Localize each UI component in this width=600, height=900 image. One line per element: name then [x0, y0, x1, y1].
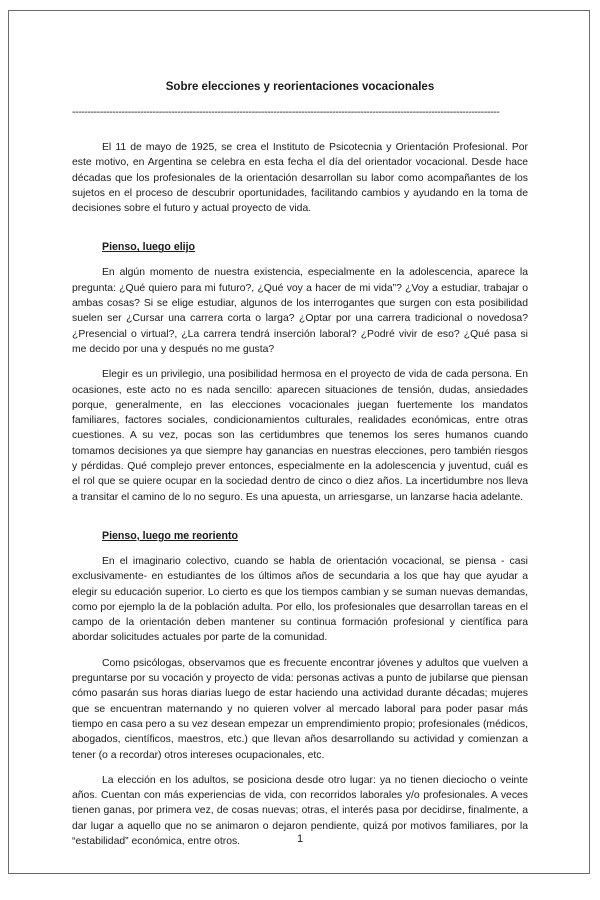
page-number: 1 [296, 833, 304, 845]
section-1-paragraph-1: En algún momento de nuestra existencia, especialmente en la adolescencia, aparece la pregunta: ¿Qué quiero para mi futuro?, ¿Qué voy a hacer de mi vida”? ¿Voy a estudiar, trabajar o ambas cosas? Si se elige estudiar, algunos de los interrogantes que surgen con esta posibilidad suelen ser ¿Cursar una carrera corta o larga? ¿Optar por una carrera tradicional o novedosa? ¿Presencial o virtual?, ¿La carrera tendrá inserción laboral? ¿Podré vivir de eso? ¿Qué pasa si me decido por una y después no me gusta? [72, 267, 528, 355]
section-2-paragraph-3: La elección en los adultos, se posiciona desde otro lugar: ya no tienen dieciocho o veinte años. Cuentan con más experiencias de vida, con recorridos laborales y/o profesionales. A veces tienen ganas, por primera vez, de cosas nuevas; otras, el interés pasa por decidirse, finalmente, a dar lugar a aquello que no se animaron o dejaron pendiente, quizá por motivos familiares, por la “estabilidad” económica, entre otros. [72, 774, 528, 847]
document-title: Sobre elecciones y reorientaciones vocacionales [165, 81, 435, 93]
title-divider: ------------------------------------------------------------------------------------------------------------------------------------------ [72, 106, 500, 118]
section-heading-elijo: Pienso, luego elijo [102, 241, 196, 254]
section-1-paragraph-2: Elegir es un privilegio, una posibilidad hermosa en el proyecto de vida de cada persona. En ocasiones, este acto no es nada sencillo: aparecen situaciones de tensión, dudas, ansiedades porque, generalmente, en las elecciones vocacionales juegan fuertemente los mandatos familiares, factores sociales, condicionamientos culturales, realidades económicas, entre otras cuestiones. A su vez, pocas son las certidumbres que tenemos los seres humanos cuando tomamos decisiones ya que siempre hay ganancias en nuestras elecciones, pero también riesgos y pérdidas. Qué complejo prever entonces, especialmente en la adolescencia y juventud, cuál es el rol que se quiere ocupar en la sociedad dentro de cinco o diez años. La incertidumbre nos lleva a transitar el camino de lo no seguro. Es una apuesta, un arriesgarse, un lanzarse hacia adelante. [72, 369, 528, 503]
section-heading-reoriento: Pienso, luego me reoriento [102, 529, 238, 542]
intro-paragraph: El 11 de mayo de 1925, se crea el Instituto de Psicotecnia y Orientación Profesional. Por este motivo, en Argentina se celebra en esta fecha el día del orientador vocacional. Desde hace décadas que los profesionales de la orientación desarrollan su labor como acompañantes de los sujetos en el proceso de descubrir oportunidades, facilitando cambios y ayudando en la toma de decisiones sobre el futuro y actual proyecto de vida. [72, 142, 528, 215]
section-2-paragraph-1: En el imaginario colectivo, cuando se habla de orientación vocacional, se piensa - casi exclusivamente- en estudiantes de los últimos años de secundaria a los que hay que ayudar a elegir su educación superior. Lo cierto es que los tiempos cambian y se suman nuevas demandas, como por ejemplo la de la población adulta. Por ello, los profesionales que desarrollan tareas en el campo de la orientación deben mantener su continua formación profesional y científica para abordar solicitudes actuales por parte de la comunidad. [72, 555, 528, 644]
section-2-paragraph-2: Como psicólogas, observamos que es frecuente encontrar jóvenes y adultos que vuelven a preguntarse por su vocación y proyecto de vida: personas activas a punto de jubilarse que piensan cómo pasarán sus horas diarias luego de estar haciendo una actividad durante décadas; mujeres que se encuentran maternando y no quieren volver al mercado laboral para poder pasar más tiempo en casa pero a su vez desean empezar un emprendimiento propio; profesionales (médicos, abogados, científicos, maestros, etc.) que llevan años desarrollando su actividad y comienzan a tener (o a recordar) otros intereses ocupacionales, etc. [72, 657, 528, 761]
document-body [72, 72, 528, 849]
